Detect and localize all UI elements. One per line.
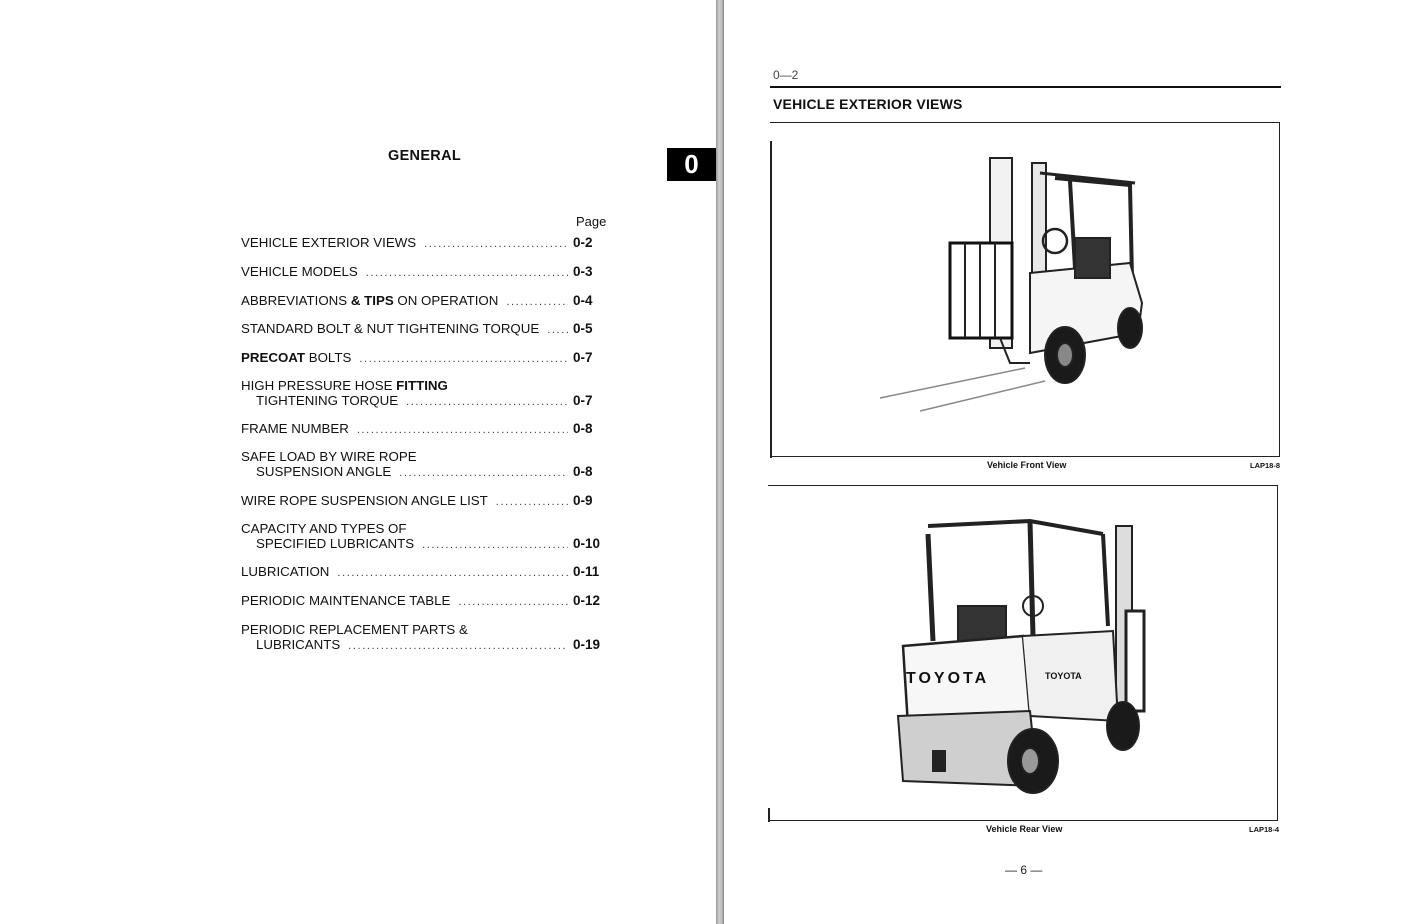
toc-entry[interactable] [241, 235, 609, 252]
toc-title-segment: VEHICLE EXTERIOR VIEWS [241, 235, 417, 250]
toc-entry-title [241, 564, 329, 579]
toc-title-segment: STANDARD BOLT & NUT TIGHTENING TORQUE [241, 321, 540, 336]
toc-entry-title [241, 449, 417, 464]
toc-entry-line [241, 521, 609, 536]
forklift-front-illustration [770, 123, 1279, 456]
toc-page-number: 0-3 [573, 264, 593, 279]
toc-title-segment: PERIODIC REPLACEMENT PARTS & [241, 622, 468, 637]
rear-badge-small: TOYOTA [1045, 671, 1082, 681]
toc-entry-line [241, 321, 609, 338]
toc-title-segment: HIGH PRESSURE HOSE [241, 378, 397, 393]
toc-title-segment: TIGHTENING TORQUE [256, 393, 399, 408]
toc-entry-line [241, 449, 609, 464]
toc-title-segment: VEHICLE MODELS [241, 264, 358, 279]
page-gutter [716, 0, 724, 924]
toc-entry-title [241, 521, 407, 536]
toc-entry-line [241, 536, 609, 553]
toc-leader-dots [357, 423, 568, 438]
header-rule [770, 86, 1281, 88]
toc-entry-title [241, 235, 416, 250]
toc-title-segment: BOLTS [305, 350, 352, 365]
toc-page-number: 0-7 [573, 350, 593, 365]
toc-page-number: 0-7 [573, 393, 593, 408]
toc-page-number: 0-11 [573, 564, 600, 579]
toc-leader-dots [399, 466, 568, 481]
toc-page-number: 0-19 [573, 637, 601, 652]
figure-front-view [770, 122, 1280, 457]
toc-entry[interactable] [241, 350, 609, 367]
page-title: VEHICLE EXTERIOR VIEWS [773, 96, 963, 112]
toc-title-segment: LUBRICANTS [256, 637, 341, 652]
toc-page-number: 0-5 [573, 321, 593, 336]
toc-leader-dots [458, 595, 568, 610]
toc-page-number: 0-8 [573, 421, 593, 436]
toc-title-segment: ON OPERATION [393, 293, 499, 308]
toc-title-segment: ABBREVIATIONS [241, 293, 351, 308]
toc-title-segment: LUBRICATION [241, 564, 330, 579]
toc-entry-title [241, 421, 349, 436]
toc-entry[interactable] [241, 521, 609, 553]
toc-title-segment: & TIPS [350, 293, 394, 308]
toc-entry-title [241, 593, 450, 608]
toc-entry-line [241, 593, 609, 610]
forklift-rear-illustration [768, 486, 1277, 820]
toc-leader-dots [506, 295, 568, 310]
toc-entry-title [256, 637, 340, 652]
toc-entry-title [241, 350, 351, 365]
figure-rear-view [768, 485, 1278, 821]
section-title: GENERAL [388, 148, 461, 164]
toc-entry-title [241, 378, 448, 393]
toc-entry-line [241, 350, 609, 367]
toc-page-number: 0-12 [573, 593, 601, 608]
toc-title-segment: SUSPENSION ANGLE [256, 464, 392, 479]
toc-entry[interactable] [241, 564, 609, 581]
toc-entry-title [241, 321, 539, 336]
toc-leader-dots [547, 323, 568, 338]
toc-page-number: 0-10 [573, 536, 601, 551]
section-tab: 0 [667, 148, 716, 181]
toc-title-segment: SAFE LOAD BY WIRE ROPE [241, 449, 417, 464]
toc-leader-dots [366, 266, 568, 281]
toc-entry-title [241, 293, 498, 308]
page-column-header: Page [576, 214, 607, 229]
figure-caption-front: Vehicle Front View [987, 460, 1067, 470]
toc-page-number: 0-9 [573, 493, 593, 508]
toc-entry-line [241, 421, 609, 438]
toc-entry-line [241, 622, 609, 637]
toc-entry-line [241, 235, 609, 252]
toc-leader-dots [424, 237, 568, 252]
toc-leader-dots [348, 639, 568, 654]
toc-page-number: 0-4 [573, 293, 593, 308]
toc-entry-line [241, 493, 609, 510]
figure-code-rear: LAP18-4 [1249, 825, 1280, 834]
toc-title-segment: FRAME NUMBER [241, 421, 349, 436]
toc-entry-title [256, 393, 398, 408]
toc-entry[interactable] [241, 593, 609, 610]
toc-entry[interactable] [241, 622, 609, 654]
toc-title-segment: WIRE ROPE SUSPENSION ANGLE LIST [241, 493, 488, 508]
toc-page-number: 0-8 [573, 464, 593, 479]
toc-entry[interactable] [241, 378, 609, 410]
toc-leader-dots [496, 495, 568, 510]
toc-entry-line [241, 464, 609, 481]
toc-title-segment: PRECOAT [241, 350, 306, 365]
toc-leader-dots [337, 566, 568, 581]
toc-entry[interactable] [241, 293, 609, 310]
toc-entry-line [241, 264, 609, 281]
toc-entry-title [241, 622, 468, 637]
toc-entry-title [256, 536, 414, 551]
toc-entry[interactable] [241, 421, 609, 438]
toc-title-segment: SPECIFIED LUBRICANTS [256, 536, 415, 551]
toc-leader-dots [359, 352, 568, 367]
toc-entry[interactable] [241, 321, 609, 338]
toc-leader-dots [406, 395, 568, 410]
toc-title-segment: PERIODIC MAINTENANCE TABLE [241, 593, 451, 608]
toc-entry[interactable] [241, 264, 609, 281]
toc-entry-title [241, 493, 488, 508]
toc-title-segment: CAPACITY AND TYPES OF [241, 521, 407, 536]
toc-entry-line [241, 637, 609, 654]
toc-entry-title [256, 464, 391, 479]
toc-entry[interactable] [241, 449, 609, 481]
page-footer: — 6 — [1005, 863, 1043, 877]
toc-entry-line [241, 393, 609, 410]
toc-entry[interactable] [241, 493, 609, 510]
toc-leader-dots [422, 538, 568, 553]
toc-entry-line [241, 293, 609, 310]
rear-badge-large: TOYOTA [906, 670, 990, 687]
figure-caption-rear: Vehicle Rear View [986, 824, 1063, 834]
header-page-number: 0—2 [773, 68, 799, 82]
toc-entry-title [241, 264, 358, 279]
toc-title-segment: FITTING [396, 378, 448, 393]
figure-code-front: LAP18-8 [1250, 461, 1281, 470]
toc-entry-line [241, 378, 609, 393]
toc-page-number: 0-2 [573, 235, 593, 250]
toc-entry-line [241, 564, 609, 581]
